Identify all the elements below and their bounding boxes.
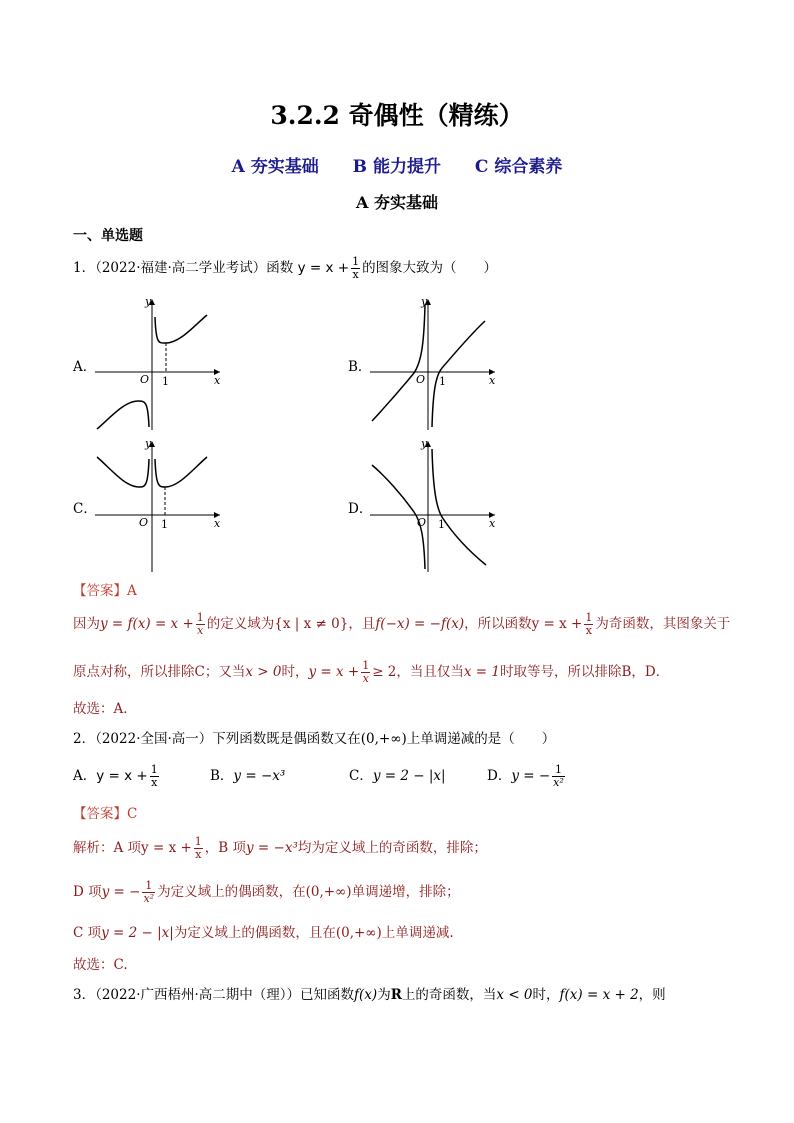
q1-suffix: 的图象大致为（ ） — [362, 260, 498, 276]
graph-b-one: 1 — [439, 375, 446, 388]
q2-answer-tag: 【答案】C — [73, 806, 138, 822]
graph-d-origin: O — [417, 516, 427, 529]
q1-option-a-label[interactable]: A． — [73, 359, 97, 375]
q2-option-d[interactable]: D．y = − $\frac{1}{\text{x²}}$ — [487, 763, 564, 789]
graph-a-y-label: y — [145, 295, 152, 308]
graph-b-origin: O — [416, 373, 426, 386]
q2-solution-line1: 解析：A 项y = x + $\frac{1}{x}$ ，B 项y = −x³均为定义域上的奇函数，排除； — [73, 835, 487, 861]
q1-prefix: 1．（2022·福建·高二学业考试）函数 — [73, 260, 294, 276]
graph-d-one: 1 — [438, 518, 445, 531]
q2-option-b[interactable]: B．y = −x³ — [210, 768, 286, 784]
q2-solution-line2: D 项y = − $\frac{1}{\text{x²}}$ 为定义域上的偶函数，在(0,+∞)单调递增，排除； — [73, 879, 460, 905]
section-single-choice: 一、单选题 — [73, 228, 143, 244]
q1-option-b-label[interactable]: B． — [348, 359, 372, 375]
q1-fraction: $\frac{1}{x}$ — [352, 255, 360, 281]
graph-a-origin: O — [140, 373, 150, 386]
level-a-link[interactable]: A 夯实基础 — [231, 157, 319, 177]
graph-c-origin: O — [139, 516, 149, 529]
section-a-heading: A 夯实基础 — [356, 193, 438, 212]
q1-solution-line3: 故选：A． — [73, 701, 137, 717]
q1-graph-b[interactable] — [370, 295, 505, 430]
q1-solution-line1: 因为y = f(x) = x + $\frac{1}{x}$ 的定义域为{x | x ≠ 0}，且f(−x) = −f(x)，所以函数y = x + $\frac{1}{x}$ 为奇函数，其图象关于 — [73, 611, 731, 637]
graph-c-y-label: y — [145, 437, 152, 450]
q1-stem — [73, 256, 497, 281]
q1-solution-line2: 原点对称，所以排除C；又当x > 0时，y = x + $\frac{1}{x}$ ≥ 2，当且仅当x = 1时取等号，所以排除B，D． — [73, 659, 670, 685]
graph-d-x-label: x — [489, 517, 496, 530]
q2-solution-line4: 故选：C. — [73, 957, 128, 973]
q3-stem: 3．（2022·广西梧州·高二期中（理））已知函数f(x)为R上的奇函数，当x < 0时，f(x) = x + 2，则 — [73, 987, 666, 1003]
q1-option-c-label[interactable]: C． — [73, 501, 97, 517]
graph-b-y-label: y — [421, 295, 428, 308]
q1-graph-d[interactable] — [370, 437, 505, 572]
graph-a-one: 1 — [162, 375, 169, 388]
graph-b-x-label: x — [489, 374, 496, 387]
q1-option-d-label[interactable]: D． — [348, 501, 373, 517]
page-title: 3.2.2 奇偶性（精练） — [270, 101, 524, 130]
level-nav — [0, 152, 794, 177]
graph-c-x-label: x — [214, 517, 221, 530]
q1-graph-c[interactable] — [95, 437, 230, 572]
q2-stem: 2．（2022·全国·高一）下列函数既是偶函数又在(0,+∞)上单调递减的是（ ） — [73, 731, 556, 747]
level-b-link[interactable]: B 能力提升 — [352, 157, 441, 177]
q2-solution-line3: C 项y = 2 − |x|为定义域上的偶函数，且在(0,+∞)上单调递减. — [73, 925, 454, 941]
q2-option-c[interactable]: C．y = 2 − |x| — [349, 768, 446, 784]
level-c-link[interactable]: C 综合素养 — [474, 157, 563, 177]
q2-option-a[interactable]: A．y = x + $\frac{1}{x}$ — [73, 763, 158, 789]
graph-c-one: 1 — [161, 518, 168, 531]
graph-d-y-label: y — [421, 437, 428, 450]
q1-formula: y = x + — [297, 260, 350, 276]
graph-a-x-label: x — [214, 374, 221, 387]
q1-graph-a[interactable] — [95, 295, 230, 430]
q1-answer-tag: 【答案】A — [73, 583, 137, 599]
